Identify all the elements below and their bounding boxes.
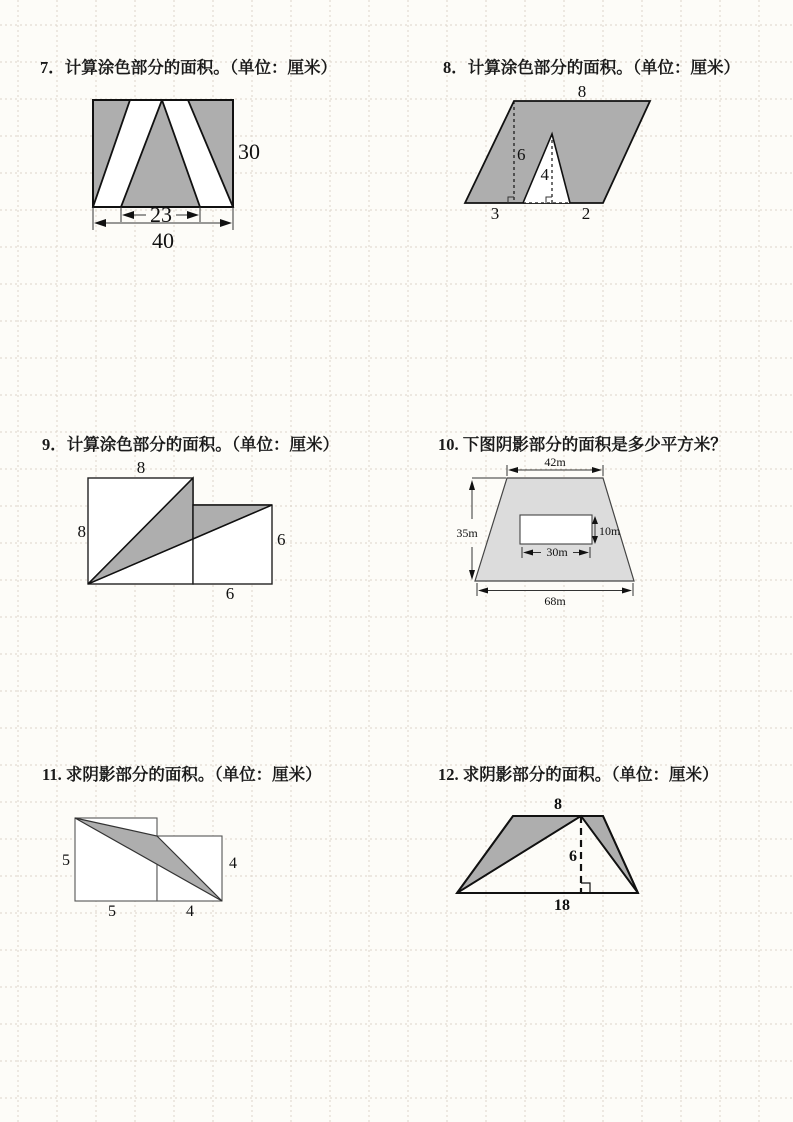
fig9-label-rect-side: 6 bbox=[277, 530, 286, 549]
problem-12-figure bbox=[440, 795, 675, 917]
problem-11-figure bbox=[50, 795, 270, 925]
fig10-label-base: 68m bbox=[544, 594, 566, 608]
problem-8-title: 8．计算涂色部分的面积。（单位：厘米） bbox=[443, 58, 740, 77]
fig9-label-square-side: 8 bbox=[77, 522, 86, 541]
problem-10-figure bbox=[440, 455, 675, 610]
problem-10-title: 10. 下图阴影部分的面积是多少平方米？ bbox=[438, 435, 727, 454]
fig10-white-rectangle bbox=[520, 515, 592, 544]
problem-8-figure bbox=[440, 82, 670, 227]
fig11-label-left-base: 5 bbox=[108, 903, 116, 920]
fig12-right-angle-mark bbox=[581, 883, 590, 893]
fig12-shapes bbox=[457, 816, 638, 893]
fig12-label-height: 6 bbox=[569, 848, 577, 865]
fig7-shapes bbox=[93, 100, 233, 207]
problem-9-title: 9．计算涂色部分的面积。（单位：厘米） bbox=[42, 435, 339, 454]
fig7-label-side: 30 bbox=[238, 139, 260, 164]
problem-12-title: 12. 求阴影部分的面积。（单位：厘米） bbox=[438, 765, 719, 784]
problem-7-title: 7．计算涂色部分的面积。（单位：厘米） bbox=[40, 58, 337, 77]
fig10-dimension-base bbox=[477, 583, 633, 608]
fig9-shapes bbox=[88, 478, 272, 584]
fig11-label-right-base: 4 bbox=[186, 903, 194, 920]
problem-7-figure bbox=[85, 95, 270, 253]
fig7-label-base: 40 bbox=[152, 228, 174, 253]
problem-9-figure bbox=[60, 460, 305, 610]
problem-11-title: 11. 求阴影部分的面积。（单位：厘米） bbox=[42, 765, 322, 784]
fig11-shapes bbox=[75, 818, 222, 901]
fig11-label-right-side: 4 bbox=[229, 855, 237, 872]
fig8-label-notch-height: 4 bbox=[540, 165, 549, 184]
fig12-label-base: 18 bbox=[554, 897, 570, 914]
fig8-label-base-right: 2 bbox=[581, 204, 591, 223]
fig10-label-hole-height: 10m bbox=[599, 524, 621, 538]
fig10-label-top: 42m bbox=[544, 455, 566, 469]
fig10-dimension-top bbox=[507, 455, 603, 476]
fig8-label-height: 6 bbox=[517, 145, 526, 164]
fig10-label-hole-width: 30m bbox=[546, 545, 568, 559]
fig8-shapes bbox=[465, 101, 650, 203]
fig12-label-top: 8 bbox=[554, 796, 562, 813]
fig8-label-top: 8 bbox=[577, 82, 587, 101]
fig8-label-base-left: 3 bbox=[490, 204, 500, 223]
fig7-label-inner-base: 23 bbox=[150, 202, 172, 227]
fig10-label-height: 35m bbox=[456, 526, 478, 540]
fig9-label-rect-base: 6 bbox=[225, 584, 235, 603]
fig11-label-left-side: 5 bbox=[62, 852, 70, 869]
fig9-label-square-top: 8 bbox=[136, 458, 146, 477]
